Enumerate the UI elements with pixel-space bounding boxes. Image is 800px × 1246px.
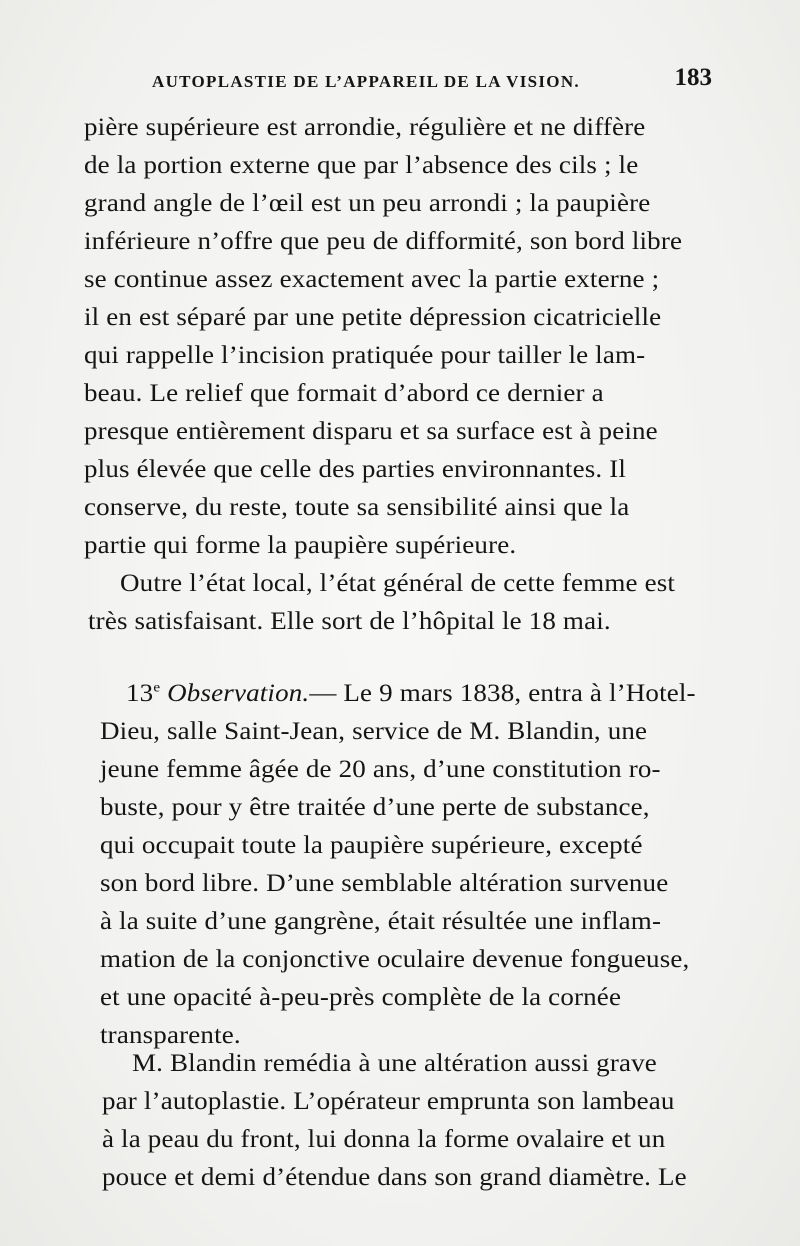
- text-line: par l’autoplastie. L’opérateur emprunta son lambeau: [102, 1088, 675, 1115]
- text-line: Dieu, salle Saint-Jean, service de M. Blandin, une: [100, 718, 648, 745]
- text-line: et une opacité à-peu-près complète de la cornée: [100, 984, 622, 1011]
- page-header: [152, 62, 712, 98]
- observation-number: 13: [126, 680, 154, 707]
- observation-heading-line: [126, 680, 696, 718]
- text-line: mation de la conjonctive oculaire devenue fongueuse,: [100, 946, 690, 973]
- observation-label: Observation.: [167, 680, 310, 707]
- text-line: de la portion externe que par l’absence des cils ; le: [84, 152, 639, 179]
- text-line: Outre l’état local, l’état général de cette femme est: [120, 570, 676, 597]
- text-line: beau. Le relief que formait d’abord ce dernier a: [84, 380, 604, 407]
- running-title: AUTOPLASTIE DE L’APPAREIL DE LA VISION.: [152, 72, 580, 91]
- text-line: pouce et demi d’étendue dans son grand diamètre. Le: [102, 1164, 687, 1191]
- text-line: se continue assez exactement avec la partie externe ;: [84, 266, 660, 293]
- text-line: transparente.: [100, 1022, 241, 1049]
- text-line: buste, pour y être traitée d’une perte de substance,: [100, 794, 650, 821]
- page-number: 183: [674, 64, 712, 91]
- text-line: grand angle de l’œil est un peu arrondi ; la paupière: [84, 190, 651, 217]
- text-line: partie qui forme la paupière supérieure.: [84, 532, 517, 559]
- text-line: M. Blandin remédia à une altération aussi grave: [132, 1050, 657, 1077]
- text-line: à la peau du front, lui donna la forme ovalaire et un: [102, 1126, 666, 1153]
- text-line: qui occupait toute la paupière supérieure, excepté: [100, 832, 643, 859]
- text-line: à la suite d’une gangrène, était résultée une inflam-: [100, 908, 662, 935]
- text-line: presque entièrement disparu et sa surface est à peine: [84, 418, 658, 445]
- observation-first-line: — Le 9 mars 1838, entra à l’Hotel-: [309, 680, 696, 707]
- text-line: son bord libre. D’une semblable altération survenue: [100, 870, 669, 897]
- text-line: jeune femme âgée de 20 ans, d’une constitution ro-: [100, 756, 661, 783]
- text-line: pière supérieure est arrondie, régulière et ne diffère: [84, 114, 646, 141]
- observation-number-superscript: e: [153, 680, 161, 696]
- text-line: plus élevée que celle des parties environnantes. Il: [84, 456, 627, 483]
- text-line: il en est séparé par une petite dépression cicatricielle: [84, 304, 662, 331]
- text-line: très satisfaisant. Elle sort de l’hôpital le 18 mai.: [88, 608, 611, 635]
- text-line: qui rappelle l’incision pratiquée pour tailler le lam-: [84, 342, 646, 369]
- text-line: conserve, du reste, toute sa sensibilité ainsi que la: [84, 494, 630, 521]
- text-line: inférieure n’offre que peu de difformité, son bord libre: [84, 228, 683, 255]
